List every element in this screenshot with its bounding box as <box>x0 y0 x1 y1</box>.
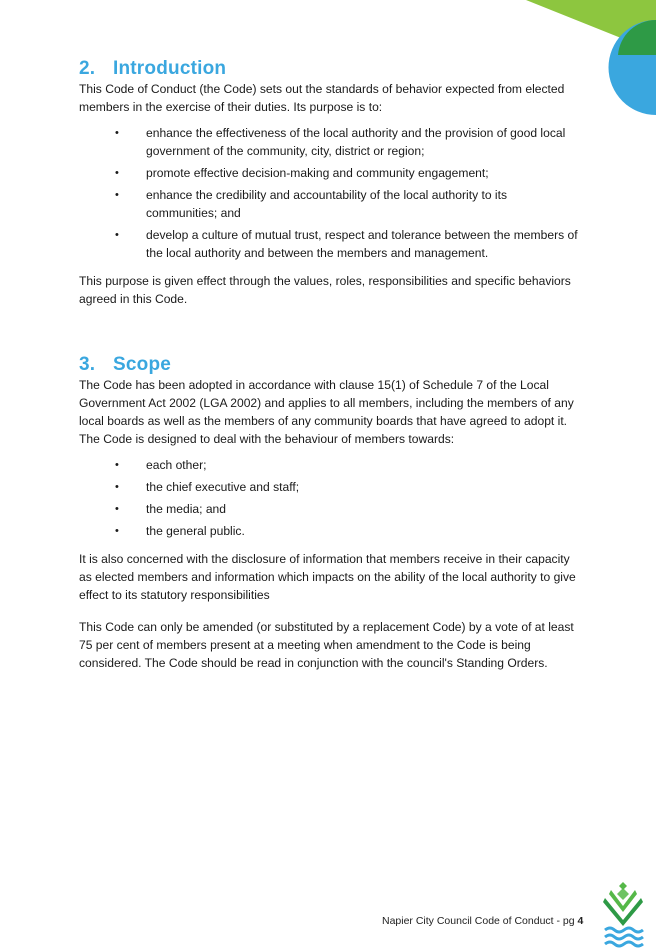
list-item <box>79 186 579 222</box>
list-item <box>79 522 579 540</box>
bullet-icon: • <box>115 459 119 471</box>
section-heading-scope <box>79 354 579 376</box>
intro-bullet-list <box>79 124 579 262</box>
list-item-text: the chief executive and staff; <box>146 480 300 494</box>
list-item-text: the general public. <box>146 524 245 538</box>
bullet-icon: • <box>115 167 119 179</box>
section-title: Scope <box>113 354 172 375</box>
bullet-icon: • <box>115 127 119 139</box>
intro-paragraph: This Code of Conduct (the Code) sets out the standards of behavior expected from elected members in the exercise of their duties. Its purpose is to: <box>79 82 565 114</box>
bullet-icon: • <box>115 503 119 515</box>
scope-disclosure-paragraph: It is also concerned with the disclosure of information that members receive in their capacity as elected members and information which impacts on the ability of the local authority to give effect to its statutory responsibilities <box>79 552 576 602</box>
section-number: 3. <box>79 354 96 375</box>
list-item <box>79 478 579 496</box>
bullet-icon: • <box>115 229 119 241</box>
list-item-text: enhance the credibility and accountability of the local authority to its communities; and <box>146 188 508 220</box>
list-item <box>79 500 579 518</box>
scope-amendment-paragraph: This Code can only be amended (or substituted by a replacement Code) by a vote of at least 75 per cent of members present at a meeting when amendment to the Code is being considered. The Code should be read in conjunction with the council's Standing Orders. <box>79 620 574 670</box>
council-logo <box>603 880 645 948</box>
page-number: 4 <box>577 915 584 927</box>
section-number: 2. <box>79 58 96 79</box>
list-item-text: promote effective decision-making and community engagement; <box>146 166 489 180</box>
scope-bullet-list <box>79 456 579 540</box>
list-item <box>79 226 579 262</box>
list-item-text: enhance the effectiveness of the local authority and the provision of good local government of the community, city, district or region; <box>146 126 566 158</box>
bullet-icon: • <box>115 481 119 493</box>
page-footer <box>382 915 583 927</box>
list-item <box>79 124 579 160</box>
bullet-icon: • <box>115 525 119 537</box>
bullet-icon: • <box>115 189 119 201</box>
intro-closing-paragraph: This purpose is given effect through the values, roles, responsibilities and specific behaviors agreed in this Code. <box>79 274 571 306</box>
list-item <box>79 164 579 182</box>
footer-text: Napier City Council Code of Conduct - pg <box>382 915 578 927</box>
page-content <box>79 58 579 672</box>
section-title: Introduction <box>113 58 227 79</box>
section-heading-introduction <box>79 58 579 80</box>
list-item <box>79 456 579 474</box>
list-item-text: the media; and <box>146 502 227 516</box>
scope-paragraph: The Code has been adopted in accordance with clause 15(1) of Schedule 7 of the Local Government Act 2002 (LGA 2002) and applies to all members, including the members of any local boards as well as the members of any community boards that have agreed to adopt it. The Code is designed to deal with the behaviour of members towards: <box>79 378 574 446</box>
list-item-text: each other; <box>146 458 207 472</box>
list-item-text: develop a culture of mutual trust, respect and tolerance between the members of the local authority and between the members and management. <box>146 228 578 260</box>
